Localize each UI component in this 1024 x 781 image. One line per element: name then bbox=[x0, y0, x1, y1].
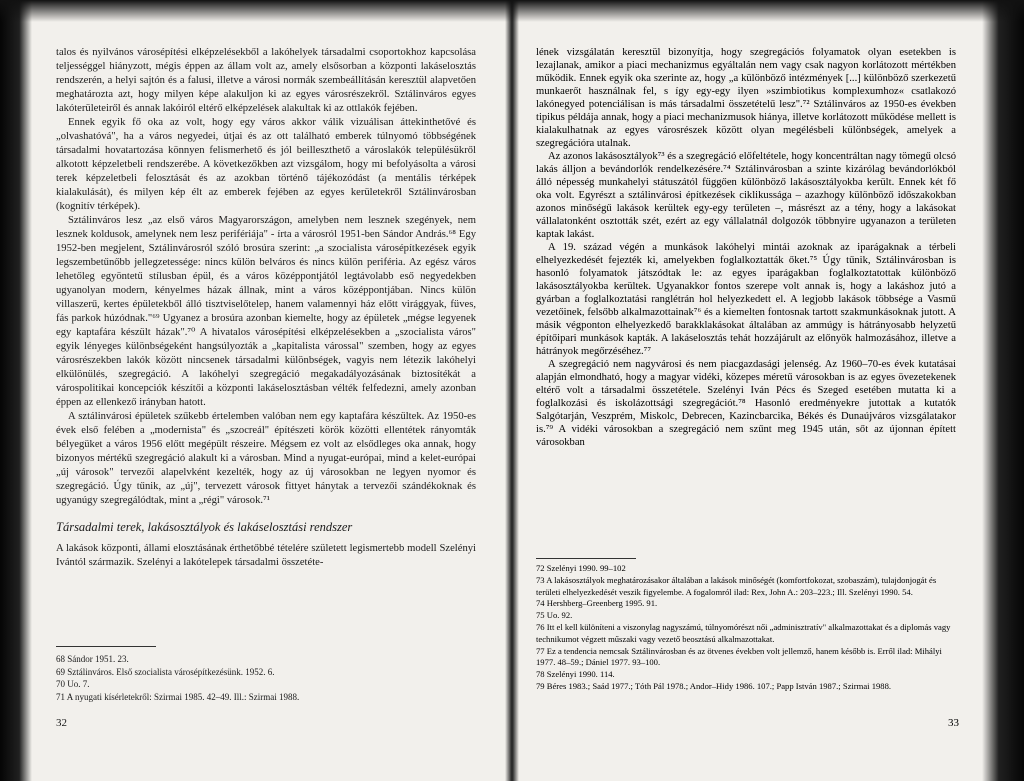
footnote-78: 78 Szelényi 1990. 114. bbox=[536, 669, 615, 680]
scan-edge-left bbox=[0, 0, 32, 781]
footnote-75: 75 Uo. 92. bbox=[536, 610, 573, 621]
left-paragraph-3: Sztálinváros lesz „az első város Magyarországon, amelyben nem lesznek szegények, nem lesznek koldusok, amelynek nem lesz perifériája" - írta a városról 1951-ben Sándor András.⁶⁸ Egy 1952-ben megjelent, Sztálinvárosról szóló brosúra szerint: „a szocialista városépítkezések egyik legszembetűnőbb jellegzetessége: nincs külön belváros és nincs külön periféria. Az egész város lehetőleg egyöntetű stílusban épül, és a város középpontjától legtávolabb eső negyedekben ugyanolyan modern, kényelmes házak állnak, mint a város középpontjában. Nincs külön villaszerű, kertes épületekből álló tisztviselőtelep, hanem valamennyi ház előtt virággyak, füves, fás parkok húzódnak."⁶⁹ Ugyanez a brosúra azonban kiemelte, hogy az épületek „mégse legyenek egy kaptafára készült házak".⁷⁰ A hivatalos városépítési elképzelésekben a „szocialista város" egyik lényeges különbségeként hangsúlyozták a „kapitalista várossal" szemben, hogy az egyes városrészekben lakók között nincsenek társadalmi különbségek, vagyis nem létezik lakóhelyi elkülönülés, szegregáció. A lakóhelyi szegregáció megakadályozásának biztosítékát a várospolitikai koncepciók készítői a központi lakáselosztásban vélték felfedezni, amely azonban éppen az ellenkező irányban hatott. bbox=[56, 215, 476, 408]
scan-top-shadow bbox=[0, 0, 1024, 22]
left-paragraph-4: A sztálinvárosi épületek szűkebb értelemben valóban nem egy kaptafára készültek. Az 1950-es évek első felében a „modernista" és „szocreál" építészeti körök közötti ellentétek rányomták bélyegüket a város 1956 előtt megépült részeire. Mégsem ez volt az elsődleges oka annak, hogy bizonyos mértékű szegregáció alakult ki a városban. Mind a nyugat-európai, mind a kelet-európai „új városok" tervezői alapelvként kezelték, hogy az új városokban ne legyen nyomor és szegregáció. Úgy tűnik, az „új", tervezett városok fittyet hánytak a tervezői szándékoknak és ugyanúgy szegregálódtak, mint a „régi" városok.⁷¹ bbox=[56, 411, 476, 506]
footnote-72: 72 Szelényi 1990. 99–102 bbox=[536, 563, 626, 573]
right-paragraph-1: lének vizsgálatán keresztül bizonyítja, hogy szegregációs folyamatok olyan esetekben is lezajlanak, amikor a piaci mechanizmus egyáltalán nem vagy csak nagyon korlátozott mértékben működik. Ennek egyik oka szerinte az, hogy „a különböző intézmények [...] különböző szerkezetű munkaerőt használnak fel, s így egy-egy ilyen »szimbiotikus komplexumhoz« csatlakozó lakónegyed potenciálisan is más társadalmi összetételű lesz".⁷² Sztálinváros az 1950-es években tipikus példája annak, hogy a piaci mechanizmusok hiánya, illetve korlátozott működése mellett is kialakulhatnak az egyes városrészek között olyan megélésbeli különbségek, amelyek a szegregációra utalnak. bbox=[536, 47, 956, 149]
left-footnotes bbox=[56, 653, 476, 703]
right-footnotes bbox=[536, 563, 956, 693]
section-title: Társadalmi terek, lakásosztályok és lakáselosztási rendszer bbox=[56, 520, 353, 534]
footnote-77: 77 Ez a tendencia nemcsak Sztálinvárosban és az ötvenes években volt jellemző, hanem később is. Erről ilad: Mihályi 1977. 48–59.; Dániel 1977. 93–100. bbox=[536, 645, 942, 668]
footnote-71: 71 A nyugati kísérletekről: Szirmai 1985. 42–49. Ill.: Szirmai 1988. bbox=[56, 691, 300, 702]
footnote-74: 74 Hershberg–Greenberg 1995. 91. bbox=[536, 598, 658, 609]
footnote-79: 79 Béres 1983.; Saád 1977.; Tóth Pál 1978.; Andor–Hidy 1986. 107.; Papp István 1987.; Szirmai 1988. bbox=[536, 680, 892, 691]
right-paragraph-4: A szegregáció nem nagyvárosi és nem piacgazdasági jelenség. Az 1960–70-es évek kutatásai alapján elmondható, hogy a magyar vidéki, közepes méretű városokban is az egyes övezetekenek eltérő volt a társadalmi összetétele. Szelényi Iván Pécs és Szeged esetében mutatta ki a foglalkozási és iskolázottsági szegregációt.⁷⁸ Hasonló eredményekre jutottak a kutatók Salgótarján, Veszprém, Miskolc, Debrecen, Kazincbarcika, Békés és Dunaújváros vizsgálatakor is.⁷⁹ A vidéki városokban a szegregáció nem szűnt meg 1945 után, sőt az újonnan épített városokban bbox=[536, 359, 956, 448]
book-gutter bbox=[505, 0, 519, 781]
left-paragraph-2: Ennek egyik fő oka az volt, hogy egy város akkor válik vizuálisan áttekinthetővé és „olvashatóvá", ha a város negyedei, útjai és az ott található emberek túlnyomó többségének társadalmi hovatartozása könnyen felismerhető és jól beilleszthető a városlakók településükről alkotott képzeletbeli rendszerébe. A következőkben azt vizsgálom, hogy mi befolyásolta a városi terek képzeletbeli felosztását és az azokban történő tájékozódást (a mentális térképek kialakulását), és milyen kép élt az emberek fejében az egyes kerületekről Sztálinvárosban (kognitív térképek). bbox=[56, 117, 476, 212]
right-page-body bbox=[536, 46, 956, 449]
footnote-divider-right bbox=[536, 558, 636, 559]
right-paragraph-3: A 19. század végén a munkások lakóhelyi mintái azoknak az iparágaknak a térbeli elhelyezkedését fejezték ki, amelyekben foglalkoztatták őket.⁷⁵ Úgy tűnik, Sztálinvárosban is hasonló folyamatok játszódtak le: az egyes iparágakban foglalkoztatottak különböző lakásosztályokba kerültek. Ugyanakkor fontos szerepe volt annak is, hogy a lakáshoz jutó a gyárban a foglalkoztatási ranglétrán hol helyezkedett el. A legjobb lakások többsége a Vasmű vezetőinek, felsőbb alkalmazottainak⁷⁶ és a kiemelten fontosnak tartott szakmunkásoknak jutott. A másik végponton elhelyezkedő barakklakásokat általában az ammúgy is hátrányosabb helyzetű építőipari munkások kapták. A lakáselosztás tehát hozzájárult az előnyök halmozásához, illetve a hátrányok megőrzéséhez.⁷⁷ bbox=[536, 242, 956, 357]
scan-edge-right bbox=[982, 0, 1024, 781]
footnote-69: 69 Sztálinváros. Első szocialista városépítkezésünk. 1952. 6. bbox=[56, 666, 275, 677]
footnote-76: 76 Itt el kell különíteni a viszonylag nagyszámú, túlnyomórészt női „adminisztratív" alkalmazottakat és a diplomás vagy technikumot végzett műszaki vagy vezető beosztású alkalmazottakat. bbox=[536, 621, 951, 644]
footnote-68: 68 Sándor 1951. 23. bbox=[56, 654, 129, 664]
left-paragraph-1: talos és nyilvános városépítési elképzelésekből a lakóhelyek társadalmi csoportokhoz kapcsolása teljességgel hiányzott, mégis éppen az állam volt az, amely elsősorban a központi lakáselosztás rendszerén, a helyi sajtón és a falusi, illetve a városi normák szembeállításán keresztül alapvetően meghatározta azt, hogy milyen képe alakuljon ki az egyes városrészekről. Sztálinváros egyes lakóterületeiről és annak lakóiról eltérő elképzelések alakultak ki az ottlakók fejében. bbox=[56, 47, 476, 114]
footnote-divider bbox=[56, 646, 156, 647]
footnote-73: 73 A lakásosztályok meghatározásakor általában a lakások minőségét (komfortfokozat, szobaszám), tulajdonjogát és területi elhelyezkedését veszik figyelembe. A fogalomról ilad: Rex, John A.: 203–223.; Ill. Szelényi 1990. 54. bbox=[536, 574, 937, 597]
footnote-70: 70 Uo. 7. bbox=[56, 679, 90, 689]
right-paragraph-2: Az azonos lakásosztályok⁷³ és a szegregáció előfeltétele, hogy koncentráltan nagy tömegű olcsó lakás álljon a bevándorlók rendelkezésére.⁷⁴ Sztálinvárosban a szinte kizárólag bevándorlókból álló népesség munkahelyi státuszától függően különböző lakásosztályokba került. Ennek két fő oka volt. Egyrészt a sztálinvárosi építkezések ciklikussága – azazhogy különböző időszakokban azonos minőségű lakások kerültek egy-egy területen –, másrészt az a tény, hogy a lakásokat vállalatonként osztották szét, ezért az egy vállalatnál dolgozók többnyire ugyanazon a területen kaptak lakást. bbox=[536, 151, 956, 240]
page-number-left: 32 bbox=[56, 717, 67, 729]
section-paragraph: A lakások központi, állami elosztásának érthetőbbé tételére született legismertebb modell Szelényi Ivántól származik. Szelényi a lakótelepek társadalmi összetéte- bbox=[56, 543, 476, 568]
page-number-right: 33 bbox=[948, 717, 959, 729]
left-page-body bbox=[56, 46, 476, 570]
